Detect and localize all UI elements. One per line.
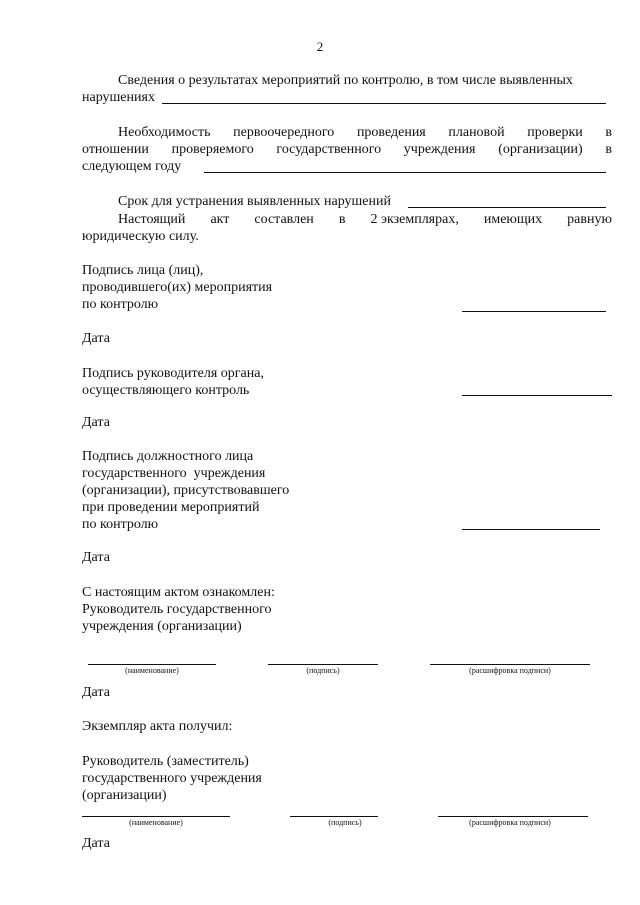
necessity-line-2 xyxy=(82,141,612,158)
sig-official-line-2: государственного учреждения xyxy=(82,466,266,481)
rec-name-line xyxy=(82,816,230,817)
sig-head-line-1: Подпись руководителя органа, xyxy=(82,366,264,381)
sig-inspector-line xyxy=(462,311,606,312)
copies-word: 2 экземплярах, xyxy=(370,212,459,227)
necessity-line-3: следующем году xyxy=(82,159,182,174)
rec-signature-line xyxy=(290,816,378,817)
results-line-2: нарушениях xyxy=(82,90,155,105)
copies-word: в xyxy=(338,212,346,227)
acq-name-line xyxy=(88,664,216,665)
sig-inspector-line-2: проводившего(их) мероприятия xyxy=(82,280,273,295)
necessity-word: Необходимость xyxy=(118,125,211,140)
copies-word: имеющих xyxy=(483,212,543,227)
deadline-fill-line xyxy=(408,207,606,208)
acq-signature-line xyxy=(268,664,378,665)
date-3: Дата xyxy=(82,550,110,565)
acquainted-line-1: С настоящим актом ознакомлен: xyxy=(82,585,275,600)
sig-official-line-1: Подпись должностного лица xyxy=(82,449,254,464)
date-5: Дата xyxy=(82,836,110,851)
caption-transcript-2: (расшифровка подписи) xyxy=(469,818,551,827)
results-fill-line xyxy=(162,103,606,104)
sig-official-line-5: по контролю xyxy=(82,517,159,532)
caption-transcript-1: (расшифровка подписи) xyxy=(469,666,551,675)
sig-inspector-line-3: по контролю xyxy=(82,297,159,312)
necessity-word: государственного xyxy=(276,142,382,157)
acq-transcript-line xyxy=(430,664,590,665)
deadline-label: Срок для устранения выявленных нарушений xyxy=(118,194,391,209)
necessity-word: плановой xyxy=(448,125,505,140)
copies-line-1 xyxy=(118,211,612,228)
sig-official-line-3: (организации), присутствовавшего xyxy=(82,483,290,498)
necessity-fill-line xyxy=(204,172,606,173)
copies-word: акт xyxy=(210,212,230,227)
caption-name-1: (наименование) xyxy=(125,666,179,675)
necessity-word: в xyxy=(605,142,612,157)
copies-word: равную xyxy=(567,212,612,227)
sig-official-line xyxy=(462,529,600,530)
copies-word: Настоящий xyxy=(118,212,186,227)
necessity-word: проверяемого xyxy=(171,142,254,157)
necessity-word: учреждения xyxy=(403,142,476,157)
acquainted-line-3: учреждения (организации) xyxy=(82,619,242,634)
page-number: 2 xyxy=(316,39,324,54)
recipient-line-2: государственного учреждения xyxy=(82,771,262,786)
copies-word: составлен xyxy=(254,212,314,227)
received-label: Экземпляр акта получил: xyxy=(82,719,233,734)
rec-transcript-line xyxy=(438,816,588,817)
necessity-line-1 xyxy=(118,124,612,141)
necessity-word: (организации) xyxy=(498,142,583,157)
caption-name-2: (наименование) xyxy=(129,818,183,827)
sig-inspector-line-1: Подпись лица (лиц), xyxy=(82,263,204,278)
necessity-word: проверки xyxy=(527,125,583,140)
recipient-line-1: Руководитель (заместитель) xyxy=(82,754,249,769)
necessity-word: проведения xyxy=(356,125,426,140)
necessity-word: отношении xyxy=(82,142,149,157)
date-2: Дата xyxy=(82,415,110,430)
recipient-line-3: (организации) xyxy=(82,788,167,803)
caption-signature-2: (подпись) xyxy=(328,818,362,827)
date-1: Дата xyxy=(82,331,110,346)
results-line-1: Сведения о результатах мероприятий по контролю, в том числе выявленных xyxy=(118,73,573,88)
copies-line-2: юридическую силу. xyxy=(82,229,199,244)
sig-head-line xyxy=(462,395,612,396)
necessity-word: в xyxy=(605,125,612,140)
necessity-word: первоочередного xyxy=(233,125,335,140)
date-4: Дата xyxy=(82,685,110,700)
sig-head-line-2: осуществляющего контроль xyxy=(82,383,250,398)
caption-signature-1: (подпись) xyxy=(306,666,340,675)
sig-official-line-4: при проведении мероприятий xyxy=(82,500,260,515)
acquainted-line-2: Руководитель государственного xyxy=(82,602,272,617)
